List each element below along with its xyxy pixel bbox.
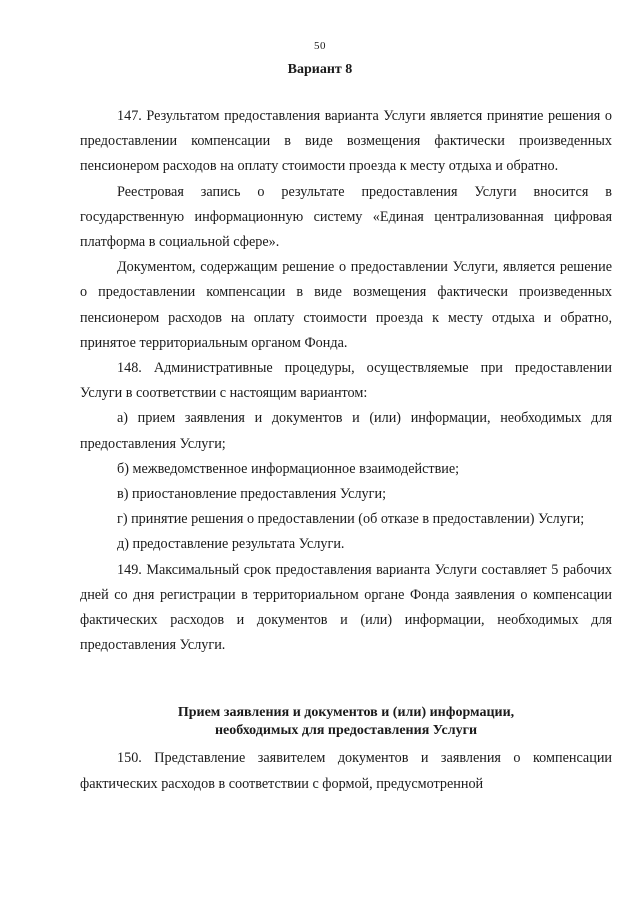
paragraph-decision-document: Документом, содержащим решение о предоставлении Услуги, является решение о предоставлении компенсации в виде возмещения фактически произведенных пенсионером расходов на оплату стоимости проезда к месту отдыха и обратно, принятое территориальным органом Фонда.: [80, 259, 612, 351]
variant-title: Вариант 8: [287, 62, 353, 77]
document-body: [80, 104, 612, 796]
section-title-line-1: Прием заявления и документов и (или) информации,: [177, 705, 515, 721]
paragraph-148: 148. Административные процедуры, осуществляемые при предоставлении Услуги в соответствии с настоящим вариантом:: [80, 360, 612, 402]
paragraph-149: 149. Максимальный срок предоставления варианта Услуги составляет 5 рабочих дней со дня регистрации в территориальном органе Фонда заявления о компенсации фактических расходов и документов и (или) информации, необходимых для предоставления Услуги.: [80, 561, 612, 654]
page-number: 50: [314, 40, 326, 52]
paragraph-147: 147. Результатом предоставления варианта Услуги является принятие решения о предоставлении компенсации в виде возмещения фактически произведенных пенсионером расходов на оплату стоимости проезда к месту отдыха и обратно.: [80, 108, 612, 175]
section-title-line-2: необходимых для предоставления Услуги: [214, 723, 478, 739]
paragraph-150: 150. Представление заявителем документов и заявления о компенсации фактических расходов в соответствии с формой, предусмотренной: [80, 750, 612, 792]
section-title: [80, 704, 612, 740]
paragraph-registry-entry: Реестровая запись о результате предоставления Услуги вносится в государственную информационную систему «Единая централизованная цифровая платформа в социальной сфере».: [80, 183, 612, 251]
list-item-b: б) межведомственное информационное взаимодействие;: [117, 460, 460, 477]
list-item-d: д) предоставление результата Услуги.: [117, 536, 345, 553]
list-item-v: в) приостановление предоставления Услуги;: [117, 486, 387, 503]
list-item-a: а) прием заявления и документов и (или) информации, необходимых для предоставления Услуги;: [80, 410, 612, 452]
list-item-g: г) принятие решения о предоставлении (об отказе в предоставлении) Услуги;: [117, 511, 585, 528]
